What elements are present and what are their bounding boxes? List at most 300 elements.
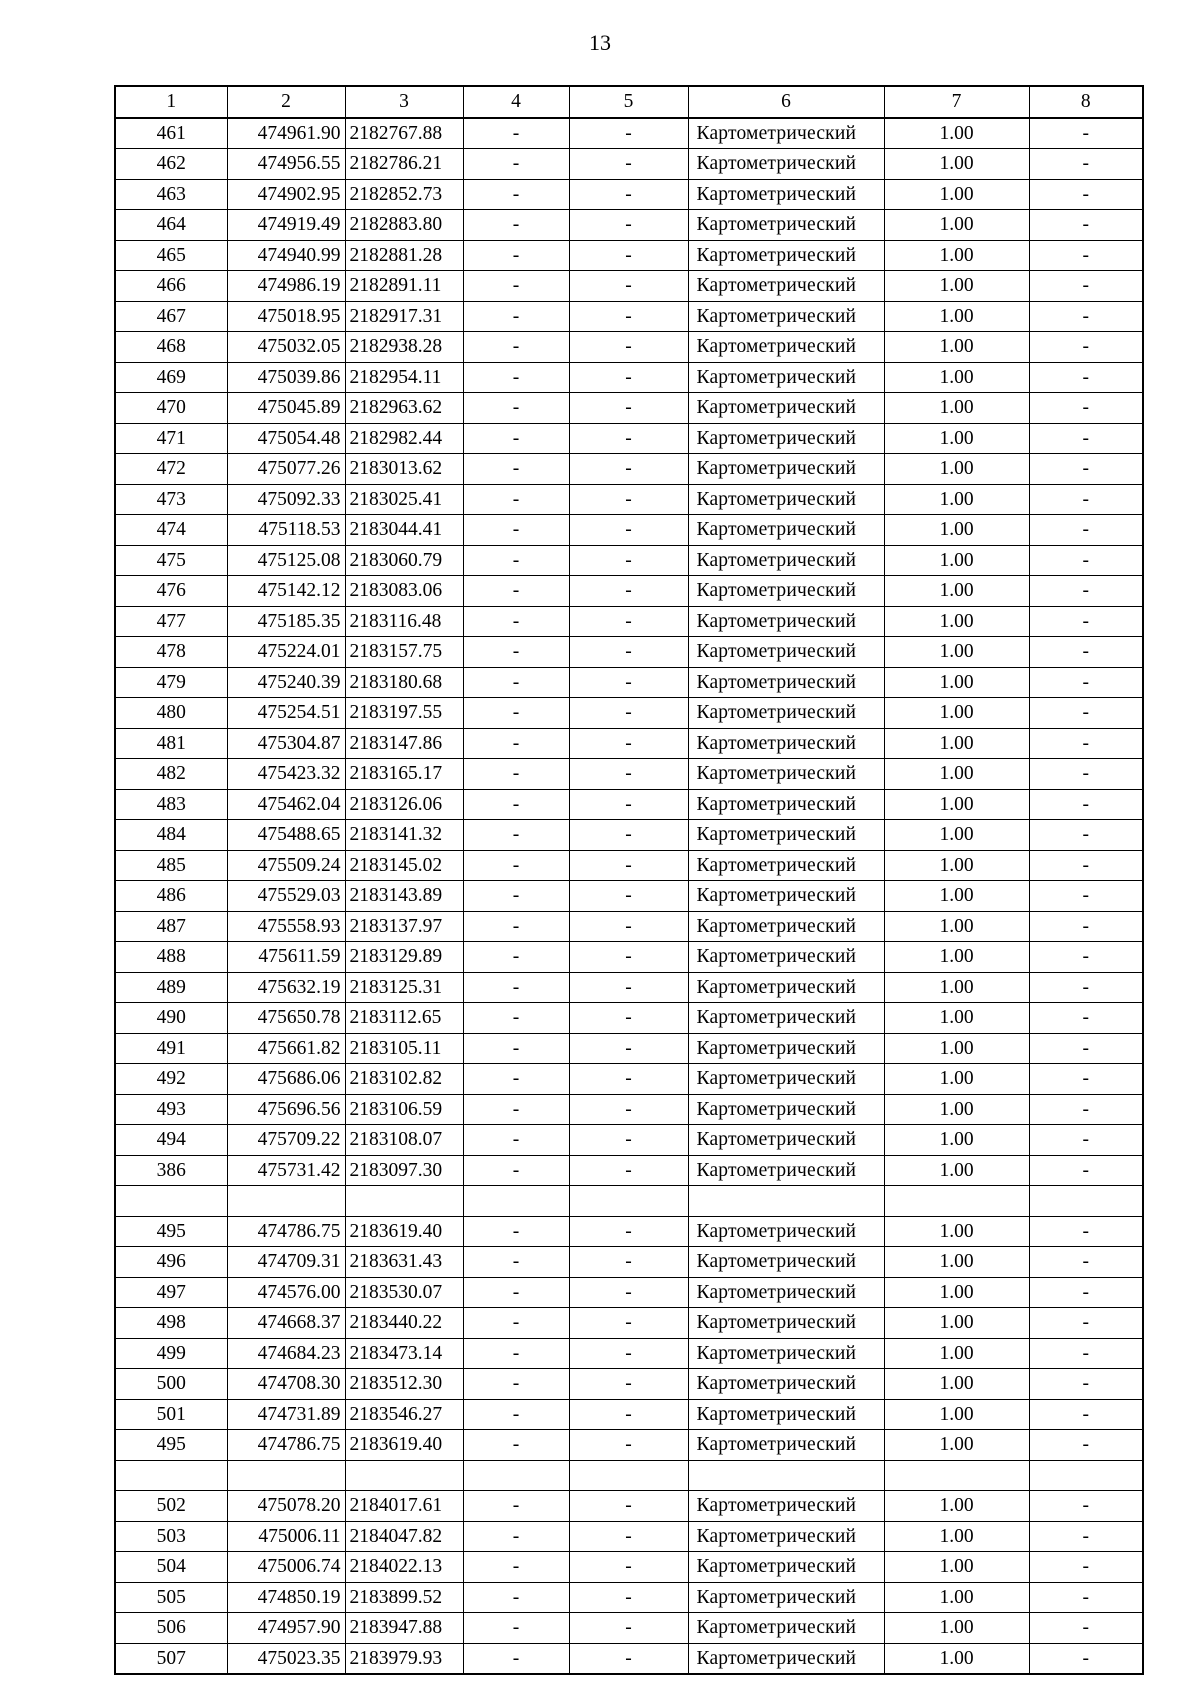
table-cell: 475462.04: [227, 789, 345, 820]
table-cell: 474576.00: [227, 1277, 345, 1308]
table-cell: -: [569, 1064, 688, 1095]
table-cell: -: [569, 972, 688, 1003]
table-cell: Картометрический: [688, 1094, 884, 1125]
table-row: [115, 271, 1143, 302]
table-cell: -: [1029, 789, 1143, 820]
table-cell: 464: [115, 210, 227, 241]
table-cell: -: [463, 1430, 569, 1461]
table-cell: 1.00: [884, 545, 1029, 576]
table-cell: 1.00: [884, 515, 1029, 546]
table-cell: -: [1029, 1613, 1143, 1644]
table-cell: 2182767.88: [345, 118, 463, 149]
table-cell: -: [569, 1125, 688, 1156]
table-cell: 489: [115, 972, 227, 1003]
table-cell: -: [1029, 881, 1143, 912]
table-cell: 474731.89: [227, 1399, 345, 1430]
table-cell: 474786.75: [227, 1430, 345, 1461]
table-cell: 2183197.55: [345, 698, 463, 729]
table-cell: 463: [115, 179, 227, 210]
table-cell: -: [463, 972, 569, 1003]
separator-row: [115, 1460, 1143, 1491]
table-cell: Картометрический: [688, 393, 884, 424]
table-cell: 494: [115, 1125, 227, 1156]
table-cell: 1.00: [884, 1308, 1029, 1339]
table-cell: 475632.19: [227, 972, 345, 1003]
table-cell: -: [463, 1003, 569, 1034]
table-cell: 475611.59: [227, 942, 345, 973]
table-cell: -: [1029, 1094, 1143, 1125]
table-row: [115, 1064, 1143, 1095]
table-cell: 1.00: [884, 179, 1029, 210]
table-cell: 1.00: [884, 1003, 1029, 1034]
column-header: 6: [688, 86, 884, 118]
table-cell: -: [569, 789, 688, 820]
table-cell: -: [463, 606, 569, 637]
table-cell: -: [1029, 1552, 1143, 1583]
table-cell: -: [1029, 606, 1143, 637]
table-cell: -: [569, 667, 688, 698]
table-cell: 484: [115, 820, 227, 851]
table-cell: -: [463, 332, 569, 363]
table-cell: 2183180.68: [345, 667, 463, 698]
table-cell: -: [569, 149, 688, 180]
table-cell: 1.00: [884, 454, 1029, 485]
table-cell: 474986.19: [227, 271, 345, 302]
table-cell: 474708.30: [227, 1369, 345, 1400]
table-cell: -: [569, 1277, 688, 1308]
table-cell: -: [569, 210, 688, 241]
table-cell: -: [569, 1399, 688, 1430]
table-cell: 475032.05: [227, 332, 345, 363]
table-cell: -: [569, 1430, 688, 1461]
table-cell: Картометрический: [688, 881, 884, 912]
table-cell: -: [463, 1491, 569, 1522]
table-cell: [115, 1460, 227, 1491]
table-cell: -: [463, 1338, 569, 1369]
table-cell: 495: [115, 1216, 227, 1247]
table-cell: -: [1029, 362, 1143, 393]
table-cell: 488: [115, 942, 227, 973]
table-cell: -: [569, 515, 688, 546]
table-cell: -: [463, 1247, 569, 1278]
table-cell: [115, 1186, 227, 1217]
table-row: [115, 1308, 1143, 1339]
table-cell: Картометрический: [688, 362, 884, 393]
table-cell: 2183512.30: [345, 1369, 463, 1400]
table-cell: 475488.65: [227, 820, 345, 851]
table-cell: -: [569, 240, 688, 271]
table-cell: -: [1029, 515, 1143, 546]
table-cell: 476: [115, 576, 227, 607]
column-header: 1: [115, 86, 227, 118]
table-cell: 475304.87: [227, 728, 345, 759]
table-cell: 482: [115, 759, 227, 790]
table-cell: -: [1029, 698, 1143, 729]
table-cell: 1.00: [884, 1125, 1029, 1156]
table-cell: -: [569, 454, 688, 485]
table-cell: -: [463, 545, 569, 576]
table-cell: 474668.37: [227, 1308, 345, 1339]
table-cell: 2183619.40: [345, 1430, 463, 1461]
table-cell: 1.00: [884, 118, 1029, 149]
table-cell: 2184047.82: [345, 1521, 463, 1552]
column-header: 5: [569, 86, 688, 118]
table-cell: -: [463, 1552, 569, 1583]
table-row: [115, 179, 1143, 210]
table-cell: Картометрический: [688, 972, 884, 1003]
table-cell: 467: [115, 301, 227, 332]
table-cell: 1.00: [884, 1521, 1029, 1552]
column-header: 7: [884, 86, 1029, 118]
table-cell: 2183619.40: [345, 1216, 463, 1247]
table-cell: -: [1029, 484, 1143, 515]
table-cell: -: [1029, 667, 1143, 698]
table-cell: -: [1029, 1369, 1143, 1400]
table-cell: 1.00: [884, 911, 1029, 942]
table-cell: 492: [115, 1064, 227, 1095]
table-cell: 503: [115, 1521, 227, 1552]
table-cell: 1.00: [884, 240, 1029, 271]
table-cell: Картометрический: [688, 545, 884, 576]
table-cell: 2183116.48: [345, 606, 463, 637]
table-cell: 474709.31: [227, 1247, 345, 1278]
table-row: [115, 1033, 1143, 1064]
table-cell: -: [463, 667, 569, 698]
table-cell: -: [463, 728, 569, 759]
table-cell: 1.00: [884, 1643, 1029, 1674]
table-cell: -: [463, 1033, 569, 1064]
table-row: [115, 1582, 1143, 1613]
table-cell: -: [463, 454, 569, 485]
table-cell: -: [569, 362, 688, 393]
table-cell: 471: [115, 423, 227, 454]
table-cell: 2183145.02: [345, 850, 463, 881]
table-cell: 1.00: [884, 576, 1029, 607]
table-cell: 2183102.82: [345, 1064, 463, 1095]
table-cell: Картометрический: [688, 240, 884, 271]
table-row: [115, 1521, 1143, 1552]
table-cell: -: [463, 1369, 569, 1400]
table-cell: -: [1029, 576, 1143, 607]
table-cell: 2183013.62: [345, 454, 463, 485]
table-cell: [1029, 1186, 1143, 1217]
table-cell: [227, 1460, 345, 1491]
table-cell: 2182881.28: [345, 240, 463, 271]
table-row: [115, 393, 1143, 424]
table-cell: 2183106.59: [345, 1094, 463, 1125]
table-cell: -: [569, 728, 688, 759]
table-cell: -: [1029, 850, 1143, 881]
table-cell: 2184022.13: [345, 1552, 463, 1583]
table-cell: -: [1029, 1247, 1143, 1278]
table-cell: 2183440.22: [345, 1308, 463, 1339]
table-cell: 475006.11: [227, 1521, 345, 1552]
table-cell: 2182891.11: [345, 271, 463, 302]
table-row: [115, 1399, 1143, 1430]
table-cell: -: [1029, 179, 1143, 210]
table-cell: 1.00: [884, 1582, 1029, 1613]
table-cell: 496: [115, 1247, 227, 1278]
table-cell: Картометрический: [688, 301, 884, 332]
table-cell: 2182917.31: [345, 301, 463, 332]
table-cell: 2183141.32: [345, 820, 463, 851]
table-cell: Картометрический: [688, 1033, 884, 1064]
table-cell: 1.00: [884, 1247, 1029, 1278]
table-cell: -: [1029, 1338, 1143, 1369]
table-cell: 507: [115, 1643, 227, 1674]
table-cell: -: [1029, 118, 1143, 149]
table-cell: 474919.49: [227, 210, 345, 241]
table-cell: Картометрический: [688, 942, 884, 973]
table-cell: -: [569, 1003, 688, 1034]
table-cell: 475023.35: [227, 1643, 345, 1674]
table-cell: 498: [115, 1308, 227, 1339]
table-row: [115, 972, 1143, 1003]
table-cell: 2183147.86: [345, 728, 463, 759]
table-row: [115, 1613, 1143, 1644]
table-cell: 474961.90: [227, 118, 345, 149]
table-cell: Картометрический: [688, 1521, 884, 1552]
table-cell: 2183105.11: [345, 1033, 463, 1064]
table-cell: 1.00: [884, 332, 1029, 363]
table-row: [115, 1125, 1143, 1156]
table-cell: 478: [115, 637, 227, 668]
table-cell: 475118.53: [227, 515, 345, 546]
table-row: [115, 576, 1143, 607]
table-cell: 475423.32: [227, 759, 345, 790]
table-cell: -: [463, 362, 569, 393]
table-cell: 2182883.80: [345, 210, 463, 241]
table-cell: -: [463, 1277, 569, 1308]
table-cell: -: [569, 759, 688, 790]
table-cell: 475696.56: [227, 1094, 345, 1125]
table-cell: Картометрический: [688, 1216, 884, 1247]
table-cell: 1.00: [884, 606, 1029, 637]
table-cell: -: [569, 1247, 688, 1278]
table-cell: 475092.33: [227, 484, 345, 515]
table-cell: 2183143.89: [345, 881, 463, 912]
table-row: [115, 454, 1143, 485]
table-cell: 475529.03: [227, 881, 345, 912]
table-cell: 2183025.41: [345, 484, 463, 515]
table-cell: 475: [115, 545, 227, 576]
table-cell: -: [1029, 240, 1143, 271]
table-cell: -: [463, 1155, 569, 1186]
table-cell: 475142.12: [227, 576, 345, 607]
table-cell: 469: [115, 362, 227, 393]
table-cell: 475006.74: [227, 1552, 345, 1583]
table-cell: -: [569, 179, 688, 210]
table-cell: -: [1029, 545, 1143, 576]
table-cell: -: [1029, 1064, 1143, 1095]
table-cell: -: [569, 820, 688, 851]
table-cell: 1.00: [884, 942, 1029, 973]
table-cell: Картометрический: [688, 1247, 884, 1278]
table-cell: [463, 1460, 569, 1491]
table-cell: -: [1029, 972, 1143, 1003]
table-row: [115, 1216, 1143, 1247]
table-cell: 1.00: [884, 1338, 1029, 1369]
table-cell: 461: [115, 118, 227, 149]
table-row: [115, 545, 1143, 576]
table-cell: 475018.95: [227, 301, 345, 332]
table-cell: Картометрический: [688, 820, 884, 851]
table-cell: Картометрический: [688, 423, 884, 454]
table-row: [115, 423, 1143, 454]
table-cell: -: [569, 301, 688, 332]
table-cell: 479: [115, 667, 227, 698]
table-cell: [688, 1186, 884, 1217]
table-row: [115, 606, 1143, 637]
table-cell: -: [1029, 210, 1143, 241]
table-row: [115, 789, 1143, 820]
table-cell: Картометрический: [688, 1430, 884, 1461]
table-cell: -: [463, 118, 569, 149]
table-cell: 504: [115, 1552, 227, 1583]
table-cell: 1.00: [884, 393, 1029, 424]
table-cell: 2183112.65: [345, 1003, 463, 1034]
table-cell: -: [463, 1521, 569, 1552]
table-cell: Картометрический: [688, 728, 884, 759]
table-cell: 486: [115, 881, 227, 912]
table-cell: Картометрический: [688, 271, 884, 302]
table-cell: 2182963.62: [345, 393, 463, 424]
table-cell: 474786.75: [227, 1216, 345, 1247]
table-cell: 472: [115, 454, 227, 485]
table-cell: 500: [115, 1369, 227, 1400]
table-row: [115, 362, 1143, 393]
table-cell: -: [463, 301, 569, 332]
table-cell: 1.00: [884, 667, 1029, 698]
table-cell: -: [569, 332, 688, 363]
table-cell: Картометрический: [688, 1552, 884, 1583]
table-cell: [884, 1460, 1029, 1491]
table-cell: 1.00: [884, 637, 1029, 668]
table-cell: Картометрический: [688, 1338, 884, 1369]
table-cell: 2182852.73: [345, 179, 463, 210]
table-row: [115, 118, 1143, 149]
table-cell: 1.00: [884, 1064, 1029, 1095]
table-cell: -: [569, 1033, 688, 1064]
table-cell: [569, 1460, 688, 1491]
table-cell: 2183060.79: [345, 545, 463, 576]
table-body: [115, 118, 1143, 1675]
table-cell: 2183157.75: [345, 637, 463, 668]
table-cell: -: [463, 1094, 569, 1125]
table-cell: -: [1029, 1308, 1143, 1339]
table-cell: 475039.86: [227, 362, 345, 393]
table-cell: Картометрический: [688, 149, 884, 180]
table-cell: 2183137.97: [345, 911, 463, 942]
table-cell: -: [463, 1308, 569, 1339]
table-cell: -: [1029, 1003, 1143, 1034]
table-cell: -: [1029, 454, 1143, 485]
column-header: 2: [227, 86, 345, 118]
table-cell: -: [463, 911, 569, 942]
table-cell: Картометрический: [688, 606, 884, 637]
table-cell: 490: [115, 1003, 227, 1034]
table-cell: 1.00: [884, 1430, 1029, 1461]
table-cell: -: [463, 1582, 569, 1613]
table-cell: [569, 1186, 688, 1217]
table-cell: -: [569, 484, 688, 515]
table-row: [115, 1094, 1143, 1125]
table-cell: 475078.20: [227, 1491, 345, 1522]
table-cell: 2182938.28: [345, 332, 463, 363]
table-cell: -: [463, 881, 569, 912]
table-cell: 2183899.52: [345, 1582, 463, 1613]
table-row: [115, 1003, 1143, 1034]
table-cell: -: [1029, 1643, 1143, 1674]
table-cell: -: [569, 1582, 688, 1613]
table-cell: Картометрический: [688, 454, 884, 485]
column-header: 4: [463, 86, 569, 118]
table-row: [115, 210, 1143, 241]
table-cell: 2183631.43: [345, 1247, 463, 1278]
table-cell: Картометрический: [688, 1643, 884, 1674]
table-cell: -: [463, 1125, 569, 1156]
table-cell: 2183530.07: [345, 1277, 463, 1308]
table-row: [115, 149, 1143, 180]
table-cell: -: [463, 210, 569, 241]
table-cell: Картометрический: [688, 1308, 884, 1339]
table-cell: -: [569, 423, 688, 454]
table-cell: Картометрический: [688, 1125, 884, 1156]
table-cell: -: [569, 1369, 688, 1400]
table-row: [115, 759, 1143, 790]
table-cell: -: [569, 1338, 688, 1369]
table-cell: 475558.93: [227, 911, 345, 942]
table-cell: -: [463, 1399, 569, 1430]
table-cell: 475686.06: [227, 1064, 345, 1095]
table-cell: 477: [115, 606, 227, 637]
table-cell: -: [463, 393, 569, 424]
table-cell: 480: [115, 698, 227, 729]
table-cell: 1.00: [884, 362, 1029, 393]
table-cell: 475054.48: [227, 423, 345, 454]
table-cell: -: [569, 698, 688, 729]
table-cell: -: [569, 1491, 688, 1522]
table-cell: 2183129.89: [345, 942, 463, 973]
table-cell: -: [463, 271, 569, 302]
table-cell: 1.00: [884, 149, 1029, 180]
table-cell: 2182982.44: [345, 423, 463, 454]
table-cell: -: [463, 820, 569, 851]
table-row: [115, 1277, 1143, 1308]
table-cell: 1.00: [884, 1033, 1029, 1064]
table-cell: -: [569, 1521, 688, 1552]
table-cell: -: [463, 149, 569, 180]
table-cell: 491: [115, 1033, 227, 1064]
table-cell: 474850.19: [227, 1582, 345, 1613]
table-cell: 475240.39: [227, 667, 345, 698]
table-cell: -: [463, 423, 569, 454]
table-cell: -: [1029, 911, 1143, 942]
table-cell: -: [569, 393, 688, 424]
table-cell: 2183097.30: [345, 1155, 463, 1186]
table-cell: 502: [115, 1491, 227, 1522]
table-cell: 475125.08: [227, 545, 345, 576]
table-cell: 475661.82: [227, 1033, 345, 1064]
table-cell: 505: [115, 1582, 227, 1613]
table-cell: 474940.99: [227, 240, 345, 271]
table-cell: -: [463, 759, 569, 790]
table-cell: 1.00: [884, 820, 1029, 851]
table-row: [115, 1643, 1143, 1674]
table-cell: -: [463, 1064, 569, 1095]
table-cell: [1029, 1460, 1143, 1491]
table-cell: -: [1029, 393, 1143, 424]
